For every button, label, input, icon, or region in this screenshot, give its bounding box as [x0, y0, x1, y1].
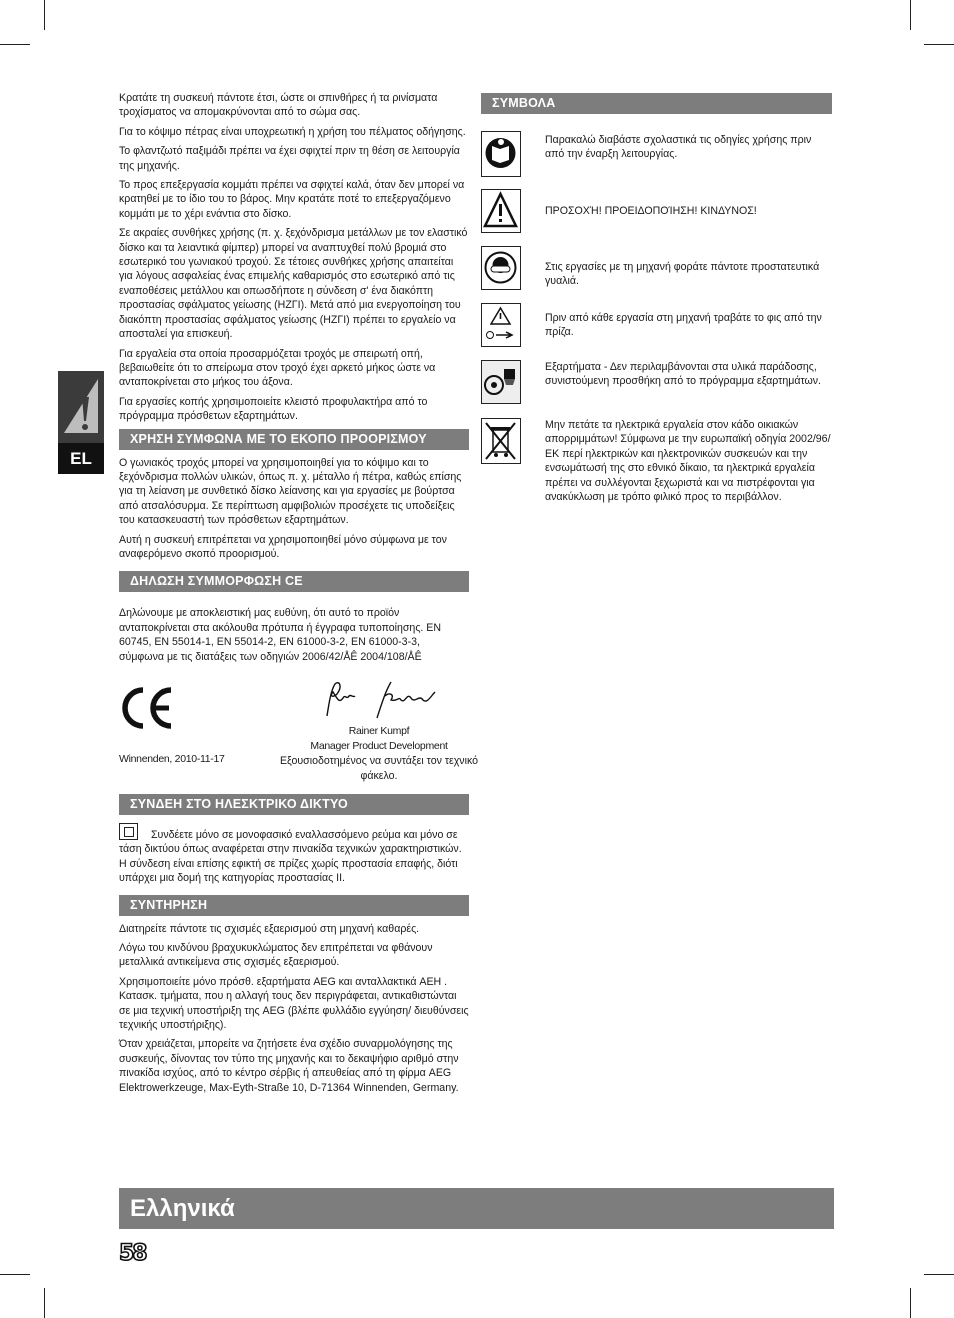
handwritten-signature: [319, 678, 439, 724]
paragraph: Το φλαντζωτό παξιμάδι πρέπει να έχει σφιχτεί πριν τη θέση σε λειτουργία της μηχανής.: [119, 145, 460, 172]
crop-mark: [44, 1288, 45, 1318]
accessories-icon: [481, 360, 521, 404]
language-bar: Ελληνικά: [119, 1188, 834, 1229]
signer-role: Manager Product Development: [310, 740, 448, 752]
paragraph: Αυτή η συσκευή επιτρέπεται να χρησιμοποιηθεί μόνο σύμφωνα με τον αναφερόμενο σκοπό προορισμού.: [119, 533, 447, 560]
symbol-row: [481, 131, 832, 181]
symbol-row: [481, 189, 832, 238]
symbol-text: Πριν από κάθε εργασία στη μηχανή τραβάτε το φις από την πρίζα.: [545, 312, 822, 339]
crop-mark: [44, 0, 45, 30]
left-column: [119, 91, 479, 1100]
symbol-row: [481, 360, 832, 410]
symbol-text: Εξαρτήματα - Δεν περιλαμβάνονται στα υλικά παράδοσης, συνιστούμενη προσθήκη από το πρόγραμμα εξαρτημάτων.: [545, 361, 822, 388]
paragraph: Κρατάτε τη συσκευή πάντοτε έτσι, ώστε οι σπινθήρες ή τα ρινίσματα τροχίσματος να απομακρύνονται από το σώμα σας.: [119, 92, 438, 119]
crossed-bin-icon: [481, 418, 521, 464]
read-manual-icon: [481, 131, 521, 177]
symbol-row: [481, 418, 832, 504]
paragraph: Για το κόψιμο πέτρας είναι υποχρεωτική η χρήση του πέλματος οδήγησης.: [119, 125, 466, 138]
paragraph: Ο γωνιακός τροχός μπορεί να χρησιμοποιηθεί για το κόψιμο και το ξεχόνδρισμα πολλών υλικών, όπως π. χ. μέταλλο ή πέτρα, καθώς επίσης για τη λείανση με συνθετικό δίσκο λείανσης και για εργασίες με βούρτσα από ατσαλόσυρμα. Σε περίπτωση αμφιβολιών προσέχετε τις υποδείξεις του κατασκευαστή των πρόσθετων εξαρτημάτων.: [119, 456, 462, 527]
ce-declaration-text: Δηλώνουμε με αποκλειστική μας ευθύνη, ότι αυτό το προϊόν ανταποκρίνεται στα ακόλουθα πρότυπα ή έγγραφα τυποποίησης. EN 60745, EN 55014-1, EN 55014-2, EN 61000-3-2, EN 61000-3-3, σύμφωνα με τις διατάξεις των οδηγιών 2006/42/ÅÊ 2004/108/ÅÊ: [119, 607, 442, 663]
paragraph: Όταν χρειάζεται, μπορείτε να ζητήσετε ένα σχέδιο συναρμολόγησης της συσκευής, δίνοντας τον τύπο της μηχανής και το δεκαψήφιο αριθμό στην πινακίδα ισχύος, από το κέντρο σέρβις ή απευθείας από τη φίρμα AEG Elektrowerkzeuge, Max-Eyth-Straße 10, D-71364 Winnenden, Germany.: [119, 1038, 459, 1094]
warning-triangle-icon: [58, 371, 104, 443]
signer-info: [279, 724, 479, 784]
usage-section: [119, 456, 469, 562]
paragraph: Για εργασίες κοπής χρησιμοποιείτε κλειστό προφυλακτήρα από το πρόγραμμα πρόσθετων εξαρτημάτων.: [119, 395, 428, 423]
paragraph: Διατηρείτε πάντοτε τις σχισμές εξαερισμού στη μηχανή καθαρές.: [119, 922, 420, 935]
unplug-icon: [481, 303, 521, 347]
language-code: EL: [58, 443, 104, 474]
crop-mark: [924, 1274, 954, 1275]
symbol-row: [481, 303, 832, 352]
maintenance-section: [119, 922, 469, 1095]
signer-name: Rainer Kumpf: [348, 725, 410, 737]
crop-mark: [910, 0, 911, 30]
signer-note: Εξουσιοδοτημένος να συντάξει τον τεχνικό φάκελο.: [279, 755, 479, 782]
section-heading-symbols: ΣΥΜΒΟΛΑ: [481, 93, 832, 114]
symbol-text: Παρακαλώ διαβάστε σχολαστικά τις οδηγίες χρήσης πριν από την έναρξη λειτουργίας.: [545, 134, 812, 161]
power-text: [119, 823, 469, 886]
section-heading-ce: ΔΗΛΩΣΗ ΣΥΜΜΟΡΦΩΣΗ CE: [119, 571, 469, 592]
section-heading-power: ΣΥΝΔΕΗ ΣΤΟ ΗΛΕΣΚΤΡΙΚΟ ΔΙΚΤΥΟ: [119, 794, 469, 815]
ce-mark-icon: [119, 686, 175, 734]
paragraph: Για εργαλεία στα οποία προσαρμόζεται τροχός με σπειρωτή οπή, βεβαιωθείτε ότι το σπείρωμα στον τροχό έχει αρκετό μήκος ώστε να ανταποκρίνεται στο μήκος του άξονα.: [119, 347, 436, 389]
section-heading-maintenance: ΣΥΝΤΗΡΗΣΗ: [119, 895, 469, 916]
right-column: [481, 93, 832, 512]
crop-mark: [0, 1274, 30, 1275]
safety-intro: [119, 91, 469, 424]
power-paragraph: Συνδέετε μόνο σε μονοφασικό εναλλασσόμενο ρεύμα και μόνο σε τάση δικτύου όπως αναφέρεται στην πινακίδα τεχνικών χαρακτηριστικών. Η σύνδεση είναι επίσης εφικτή σε πρίζες χωρίς προστασία επαφής, διότι υπάρχει μια δομή της κατηγορίας προστασίας II.: [119, 829, 462, 885]
place-date: Winnenden, 2010-11-17: [119, 753, 225, 765]
paragraph: Σε ακραίες συνθήκες χρήσης (π. χ. ξεχόνδρισμα μετάλλων με τον ελαστικό δίσκο και τα λειαντικά φίμπερ) μπορεί να αναπτυχθεί πολύ βρομιά στο εσωτερικό του γωνιακού τροχού. Σε τέτοιες συνθήκες χρήσης απαιτείται για λόγους ασφαλείας ένας επιμελής καθαρισμός στο εσωτερικό από τις εναποθέσεις μετάλλου και οπωσδήποτε η σύνδεση σ' ένα διακόπτη προστασίας σφάλματος γείωσης (ΗΖΓΙ). Μετά από μια ενεργοποίηση του διακόπτη προστασίας σφάλματος γείωσης (ΗΖΓΙ) πρέπει το εργαλείο να αποσταλεί για επισκευή.: [119, 227, 468, 341]
paragraph: Λόγω του κινδύνου βραχυκυκλώματος δεν επιτρέπεται να φθάνουν μεταλλικά αντικείμενα στις σχισμές εξαερισμού.: [119, 942, 433, 969]
section-heading-usage: ΧΡΗΣΗ ΣΥΜΦΩΝΑ ΜΕ ΤΟ ΕΚΟΠΟ ΠΡΟΟΡΙΣΜΟΥ: [119, 429, 469, 450]
paragraph: Το προς επεξεργασία κομμάτι πρέπει να σφιχτεί καλά, όταν δεν μπορεί να κρατηθεί με το ίδιο του το βάρος. Μην κρατάτε ποτέ το επεξεργαζόμενο κομμάτι με το χέρι ενάντια στο δίσκο.: [119, 179, 465, 220]
language-badge: [58, 371, 104, 474]
crop-mark: [910, 1288, 911, 1318]
symbol-row: [481, 246, 832, 295]
symbol-text: Μην πετάτε τα ηλεκτρικά εργαλεία στον κάδο οικιακών απορριμμάτων! Σύμφωνα με την ευρωπαϊκή οδηγία 2002/96/ΕΚ περί ηλεκτρικών και ηλεκτρονικών συσκευών και την ενσωμάτωσή της στο εθνικό δίκαιο, τα ηλεκτρικά εργαλεία πρέπει να συλλέγονται ξεχωριστά και να πιστρέφονται για ανακύκλωση με τρόπο φιλικό προς το περιβάλλον.: [545, 419, 831, 504]
crop-mark: [924, 44, 954, 45]
symbol-text: ΠΡΟΣΟΧΉ! ΠΡΟΕΙΔΟΠΟΊΗΣΗ! ΚΙΝΔΥΝΟΣ!: [545, 205, 757, 217]
crop-mark: [0, 44, 30, 45]
symbol-text: Στις εργασίες με τη μηχανή φοράτε πάντοτε προστατευτικά γυαλιά.: [545, 261, 820, 288]
signature-block: [119, 678, 479, 786]
page-number: 58: [119, 1241, 146, 1266]
class-ii-icon: [119, 823, 138, 840]
paragraph: Χρησιμοποιείτε μόνο πρόσθ. εξαρτήματα AEG και ανταλλακτικά AEH . Κατασκ. τμήματα, που η αλλαγή τους δεν περιγράφεται, αντικαθιστώνται σε μια τεχνική υποστήριξη της AEG (βλέπε φυλλάδιο εγγύηση/ διευθύνσεις τεχνικής υποστήριξης).: [119, 975, 469, 1032]
warning-triangle-icon: [481, 189, 521, 233]
safety-goggles-icon: [481, 246, 521, 290]
